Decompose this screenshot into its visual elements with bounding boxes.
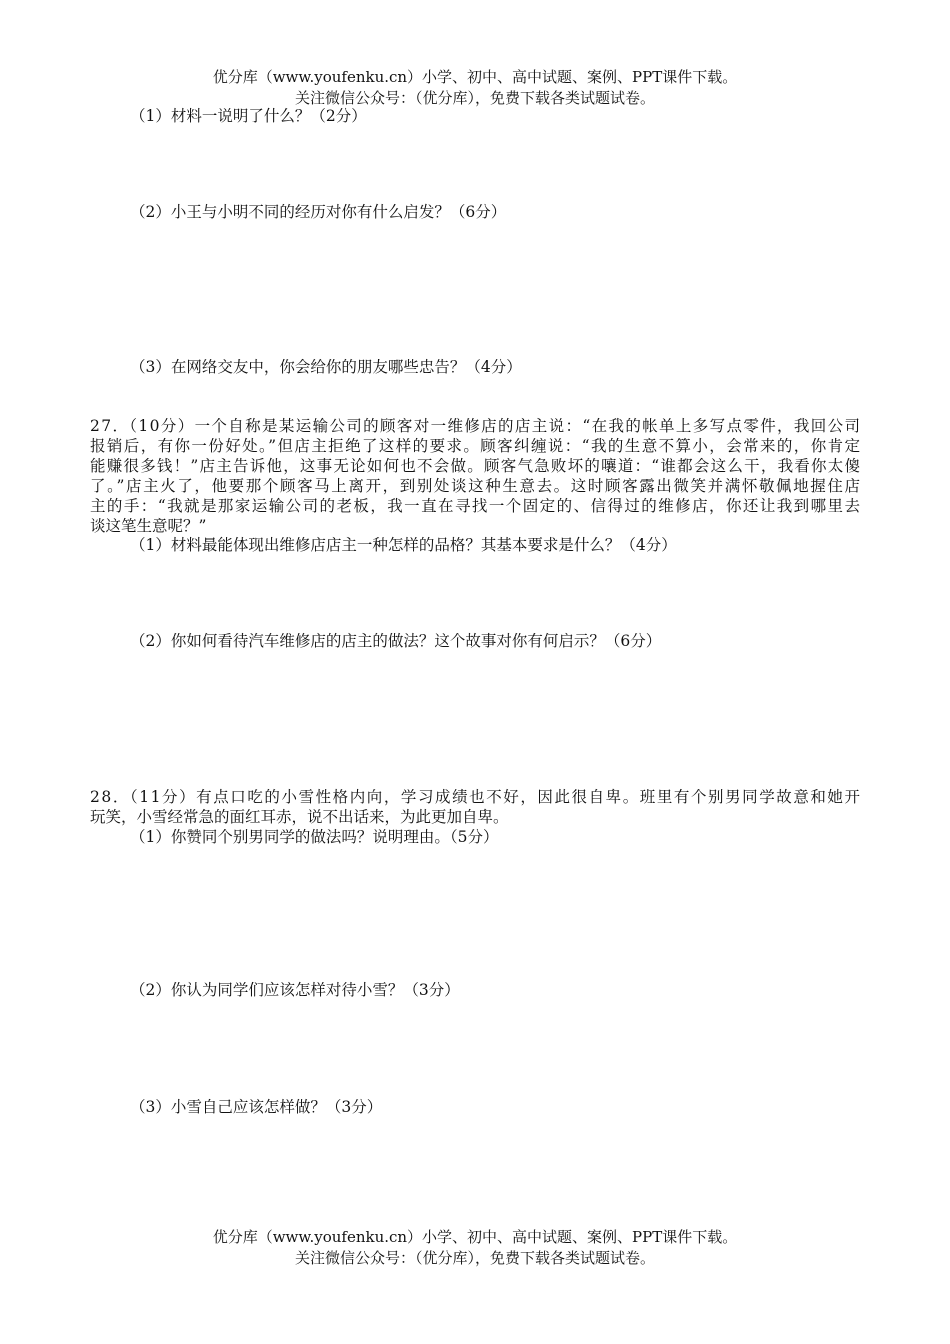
q28-sub1: （1）你赞同个别男同学的做法吗？说明理由。（5分）	[130, 828, 499, 846]
q26-sub2: （2）小王与小明不同的经历对你有什么启发？（6分）	[130, 203, 507, 221]
q28-sub2: （2）你认为同学们应该怎样对待小雪？（3分）	[130, 981, 460, 999]
q28-sub3: （3）小雪自己应该怎样做？（3分）	[130, 1098, 383, 1116]
q27-line-5: 主的手：“我就是那家运输公司的老板，我一直在寻找一个固定的、信得过的维修店，你还让我到哪里去	[90, 497, 862, 515]
q27-line-1: 27．（10分）一个自称是某运输公司的顾客对一维修店的店主说：“在我的帐单上多写点零件，我回公司	[90, 417, 862, 435]
page-header	[0, 67, 950, 109]
q27-line-4: 了。”店主火了，他要那个顾客马上离开，到别处谈这种生意去。这时顾客露出微笑并满怀敬佩地握住店	[90, 477, 862, 495]
q26-sub1: （1）材料一说明了什么？（2分）	[130, 107, 367, 125]
header-line-1: 优分库（www.youfenku.cn）小学、初中、高中试题、案例、PPT课件下载。	[212, 68, 738, 86]
footer-line-1: 优分库（www.youfenku.cn）小学、初中、高中试题、案例、PPT课件下载。	[212, 1228, 738, 1246]
q26-sub3: （3）在网络交友中，你会给你的朋友哪些忠告？（4分）	[130, 358, 522, 376]
q27-line-6: 谈这笔生意呢？”	[90, 517, 207, 535]
q27-line-3: 能赚很多钱！”店主告诉他，这事无论如何也不会做。顾客气急败坏的嚷道：“谁都会这么干，我看你太傻	[90, 457, 862, 475]
q27-sub2: （2）你如何看待汽车维修店的店主的做法？这个故事对你有何启示？（6分）	[130, 632, 662, 650]
q28-stem	[90, 787, 860, 827]
header-line-2: 关注微信公众号：（优分库），免费下载各类试题试卷。	[294, 89, 655, 107]
q27-line-2: 报销后，有你一份好处。”但店主拒绝了这样的要求。顾客纠缠说：“我的生意不算小，会常来的，你肯定	[90, 437, 862, 455]
q27-stem	[90, 416, 860, 536]
q27-sub1: （1）材料最能体现出维修店店主一种怎样的品格？其基本要求是什么？（4分）	[130, 536, 677, 554]
footer-line-2: 关注微信公众号：（优分库），免费下载各类试题试卷。	[294, 1249, 655, 1267]
q28-line-2: 玩笑，小雪经常急的面红耳赤，说不出话来，为此更加自卑。	[90, 808, 509, 826]
q28-line-1: 28．（11分）有点口吃的小雪性格内向，学习成绩也不好，因此很自卑。班里有个别男同学故意和她开	[90, 788, 862, 806]
page-footer	[0, 1227, 950, 1269]
